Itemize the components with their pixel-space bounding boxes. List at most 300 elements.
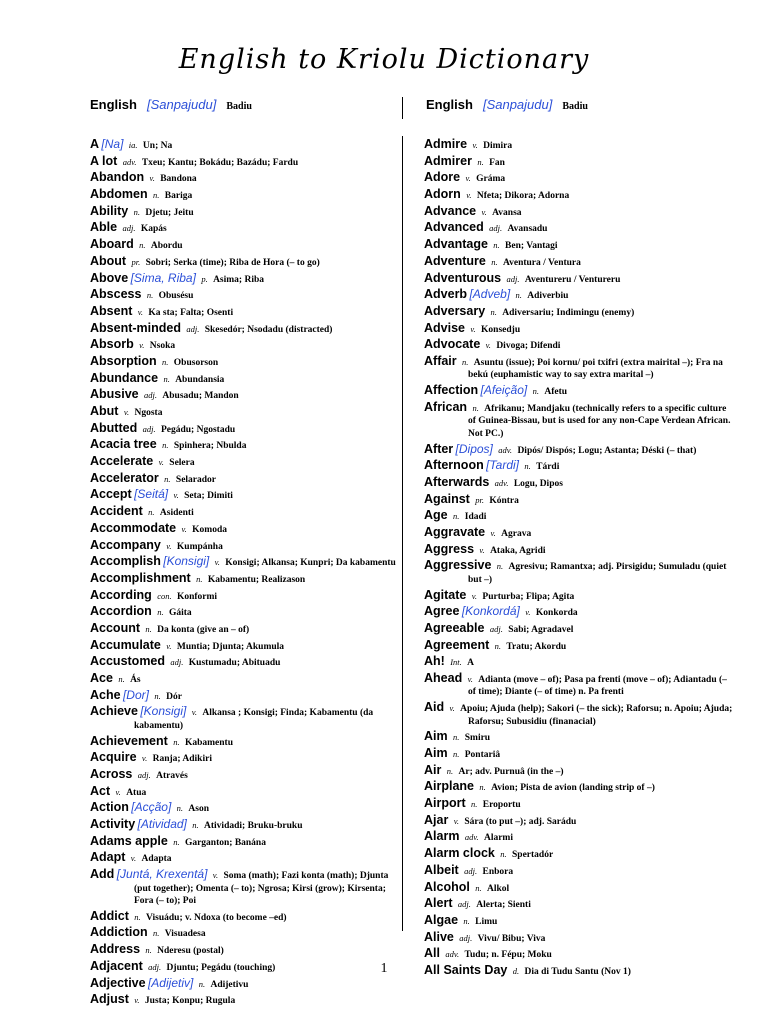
dictionary-entry <box>90 272 396 287</box>
headword: Ahead <box>424 670 463 685</box>
part-of-speech: n. <box>148 507 155 518</box>
definition: Spinhera; Nbulda <box>173 441 247 452</box>
definition: Dipós/ Dispós; Logu; Astanta; Déski (– that) <box>517 445 697 456</box>
headword: Accordion <box>90 604 152 619</box>
part-of-speech: adj. <box>489 623 503 634</box>
headword: All <box>424 946 440 961</box>
part-of-speech: n. <box>446 765 454 776</box>
part-of-speech: n. <box>472 402 479 413</box>
headword: Aim <box>424 746 448 760</box>
dictionary-entry <box>424 797 736 812</box>
sanpajudu-form: [Tardi] <box>486 458 519 473</box>
dictionary-entry <box>90 288 396 303</box>
definition: Adianta (move – of); Pasa pa frenti (move – of); Adiantadu (– of time); Diante (– of time) n. Pa frenti <box>468 674 727 698</box>
definition: Apoiu; Ajuda (help); Sakori (– the sick); Raforsu; n. Apoiu; Ajuda; Raforsu; Subusidiu (finanacial) <box>460 704 733 727</box>
headword: Ace <box>90 671 113 685</box>
dictionary-entry <box>90 555 396 570</box>
part-of-speech: adj. <box>144 390 158 401</box>
dictionary-entry <box>90 539 396 554</box>
dictionary-entry <box>424 476 736 491</box>
part-of-speech: n. <box>462 356 469 367</box>
column-divider-top <box>402 97 403 119</box>
headword: Adapt <box>90 850 126 865</box>
definition: Soma (math); Fazi konta (math); Djunta (put together); Omenta (– to); Ngrosa; Kirsi (grow); Kirsenta; Fora (– to); Poi <box>134 871 389 907</box>
headword: Above <box>90 270 129 285</box>
definition: Un; Na <box>142 141 173 151</box>
sanpajudu-form: [Konsigi] <box>163 554 210 569</box>
part-of-speech: v. <box>490 527 496 538</box>
definition: Selarador <box>175 474 217 485</box>
definition: Kustumadu; Abituadu <box>188 658 281 669</box>
definition: Smiru <box>464 733 491 744</box>
definition: Agresivu; Ramantxa; adj. Pirsigidu; Sumuladu (quiet but –) <box>468 562 727 585</box>
headword: Ah! <box>424 654 445 669</box>
column-header-left <box>90 97 252 112</box>
part-of-speech: v. <box>137 306 144 317</box>
dictionary-entry <box>90 422 396 437</box>
dictionary-entry <box>424 493 736 508</box>
headword: Adjust <box>90 992 129 1007</box>
definition: Djuntu; Pegádu (touching) <box>166 962 276 973</box>
headword: Ajar <box>424 812 449 827</box>
headword: Addiction <box>90 925 148 940</box>
dictionary-entry <box>90 155 396 170</box>
dictionary-entry <box>424 459 736 474</box>
definition: Konkorda <box>535 608 578 619</box>
dictionary-entry <box>90 405 396 420</box>
definition: Bandona <box>160 174 197 185</box>
headword: Accomplish <box>90 554 161 569</box>
headword: Adventure <box>424 253 486 268</box>
headword: Age <box>424 508 448 523</box>
page-title: English to Kriolu Dictionary <box>178 44 590 75</box>
part-of-speech: adj. <box>148 961 162 972</box>
part-of-speech: n. <box>479 782 486 793</box>
definition: Atividadi; Bruku-bruku <box>204 821 303 831</box>
dictionary-entry <box>90 689 396 704</box>
part-of-speech: n. <box>196 573 203 584</box>
headword: Affection <box>424 383 479 398</box>
part-of-speech: n. <box>453 511 460 522</box>
dictionary-entry <box>90 926 396 941</box>
part-of-speech: v. <box>485 340 491 351</box>
definition: Asuntu (issue); Poi kornu/ poi txifri (extra mairital –); Fra na bekú (euphamistic way to say extra marital –) <box>468 357 723 381</box>
part-of-speech: n. <box>164 473 171 484</box>
definition: Adijetivu <box>210 979 249 990</box>
part-of-speech: v. <box>470 323 476 334</box>
part-of-speech: n. <box>146 290 154 301</box>
definition: Ataka, Agridi <box>490 545 546 556</box>
sanpajudu-form: [Dor] <box>122 687 149 702</box>
dictionary-entry <box>424 747 736 762</box>
definition: Visuádu; v. Ndoxa (to become –ed) <box>146 912 287 923</box>
dictionary-entry <box>424 288 736 303</box>
sanpajudu-form: [Seitá] <box>134 487 169 502</box>
headword: Advocate <box>424 337 481 352</box>
definition: Kabamentu; Realizason <box>207 574 306 585</box>
definition: Konformi <box>176 591 218 602</box>
definition: Ka sta; Falta; Osenti <box>148 307 234 318</box>
column-divider <box>402 136 403 931</box>
headword: Advanced <box>424 220 484 235</box>
headword: Airport <box>424 796 466 811</box>
dictionary-entry <box>424 730 736 745</box>
part-of-speech: n. <box>500 849 507 860</box>
part-of-speech: n. <box>524 461 531 472</box>
definition: Ngosta <box>134 408 163 418</box>
definition: Dimira <box>483 141 513 151</box>
dictionary-entry <box>424 509 736 524</box>
part-of-speech: p. <box>201 273 208 284</box>
part-of-speech: n. <box>145 623 152 634</box>
part-of-speech: n. <box>453 749 460 759</box>
definition: Atua <box>126 787 147 798</box>
definition: Alarmi <box>483 833 513 844</box>
definition: A <box>467 658 475 669</box>
definition: Kapás <box>140 224 167 235</box>
definition: Asima; Riba <box>213 274 264 285</box>
definition: Komoda <box>192 524 228 535</box>
part-of-speech: adj. <box>506 273 520 284</box>
headword: Alarm <box>424 829 460 844</box>
headword: Advise <box>424 320 465 335</box>
definition: Alkol <box>486 883 510 894</box>
page-number: 1 <box>380 961 388 976</box>
part-of-speech: adj. <box>122 223 136 234</box>
definition: Divoga; Difendi <box>496 341 561 352</box>
definition: Kóntra <box>489 495 519 506</box>
dictionary-entry <box>90 171 396 186</box>
part-of-speech: v. <box>158 457 164 468</box>
part-of-speech: v. <box>115 786 121 797</box>
dictionary-entry <box>424 864 736 879</box>
headword: Aboard <box>90 237 134 252</box>
headword: Alcohol <box>424 879 470 894</box>
dictionary-entry <box>90 768 396 783</box>
headword: Abusive <box>90 387 139 402</box>
definition: Aventura / Ventura <box>502 257 581 268</box>
right-column <box>424 138 736 981</box>
part-of-speech: v. <box>149 173 155 184</box>
part-of-speech: n. <box>490 306 497 317</box>
headword: Alert <box>424 896 453 911</box>
definition: Adapta <box>141 854 172 865</box>
part-of-speech: n. <box>145 945 152 956</box>
dictionary-entry <box>90 488 396 503</box>
part-of-speech: n. <box>453 732 460 743</box>
part-of-speech: v. <box>166 640 172 651</box>
headword: Activity <box>90 817 136 831</box>
definition: Visuadesa <box>164 929 206 940</box>
sanpajudu-form: [Afeição] <box>480 383 528 398</box>
dictionary-entry <box>424 589 736 604</box>
headword: Adams apple <box>90 833 168 848</box>
headword: Against <box>424 491 470 506</box>
headword: Afternoon <box>424 458 484 473</box>
part-of-speech: n. <box>162 356 169 367</box>
definition: Txeu; Kantu; Bokádu; Bazádu; Fardu <box>141 157 299 168</box>
part-of-speech: n. <box>515 290 522 301</box>
part-of-speech: n. <box>173 836 180 847</box>
dictionary-entry <box>424 443 736 458</box>
definition: Ás <box>130 675 141 685</box>
headword: Across <box>90 766 133 781</box>
part-of-speech: adj. <box>170 657 184 668</box>
headword: Abscess <box>90 287 142 302</box>
sanpajudu-form: [Juntá, Krexentá] <box>116 867 208 882</box>
part-of-speech: n. <box>153 928 160 939</box>
headword: Absent-minded <box>90 320 181 335</box>
dictionary-entry <box>90 943 396 958</box>
sanpajudu-form: [Adijetiv] <box>147 975 194 990</box>
definition: Alkansa ; Konsigi; Finda; Kabamentu (da kabamentu) <box>134 708 374 731</box>
headword: Albeit <box>424 862 459 877</box>
definition: Logu, Dipos <box>513 478 563 489</box>
part-of-speech: v. <box>467 673 473 684</box>
headword: Air <box>424 762 442 777</box>
definition: Agrava <box>501 528 532 539</box>
headword: Agitate <box>424 587 467 602</box>
header-badiu: Badiu <box>562 101 588 112</box>
dictionary-entry <box>90 655 396 670</box>
part-of-speech: v. <box>472 140 478 150</box>
headword: After <box>424 441 454 456</box>
dictionary-entry <box>90 589 396 604</box>
dictionary-entry <box>424 947 736 962</box>
headword: Aggressive <box>424 558 492 573</box>
definition: Spertadór <box>512 850 554 861</box>
definition: Vivu/ Bibu; Viva <box>477 933 546 944</box>
dictionary-entry <box>90 977 396 992</box>
definition: Gáita <box>168 608 192 619</box>
definition: Enbora <box>482 866 514 877</box>
dictionary-entry <box>424 384 736 399</box>
sanpajudu-form: [Acção] <box>131 800 172 815</box>
part-of-speech: adv. <box>498 444 513 455</box>
headword: Adjacent <box>90 958 143 973</box>
headword: Abdomen <box>90 187 148 202</box>
dictionary-entry <box>90 751 396 766</box>
part-of-speech: v. <box>141 753 148 764</box>
part-of-speech: n. <box>173 736 180 747</box>
dictionary-entry <box>424 780 736 795</box>
definition: Garganton; Banána <box>184 837 266 848</box>
part-of-speech: n. <box>463 915 470 926</box>
dictionary-entry <box>90 338 396 353</box>
part-of-speech: v. <box>465 173 471 184</box>
dictionary-entry <box>90 455 396 470</box>
part-of-speech: adv. <box>445 949 460 960</box>
dictionary-entry <box>424 672 736 699</box>
part-of-speech: n. <box>118 674 125 684</box>
definition: Nsoka <box>149 341 176 352</box>
definition: Seta; Dimiti <box>184 491 233 502</box>
dictionary-entry <box>424 764 736 779</box>
dictionary-entry <box>90 438 396 453</box>
definition: Asidenti <box>159 508 194 519</box>
headword: Achieve <box>90 704 138 719</box>
headword: Accelerate <box>90 454 154 469</box>
part-of-speech: v. <box>130 853 137 864</box>
part-of-speech: adj. <box>457 899 471 910</box>
dictionary-entry <box>90 851 396 866</box>
headword: Acquire <box>90 750 137 765</box>
part-of-speech: n. <box>494 640 502 651</box>
headword: Absorption <box>90 353 157 368</box>
headword: Abutted <box>90 420 138 435</box>
part-of-speech: n. <box>491 256 498 267</box>
dictionary-entry <box>90 505 396 520</box>
part-of-speech: v. <box>173 490 179 501</box>
headword: Accept <box>90 487 132 502</box>
part-of-speech: n. <box>163 373 170 384</box>
part-of-speech: n. <box>157 607 164 618</box>
definition: Bariga <box>164 191 193 202</box>
definition: Idadi <box>464 512 487 523</box>
definition: Avansadu <box>507 224 548 235</box>
headword: Achievement <box>90 733 168 748</box>
definition: Avion; Pista de avion (landing strip of –) <box>491 783 655 794</box>
dictionary-entry <box>90 238 396 253</box>
definition: Ben; Vantagi <box>505 241 558 252</box>
dictionary-entry <box>90 705 396 732</box>
part-of-speech: n. <box>139 240 146 251</box>
definition: Adiversariu; Indimingu (enemy) <box>502 307 635 318</box>
headword: Adventurous <box>424 270 502 285</box>
dictionary-entry <box>424 355 736 382</box>
header-sanpajudu: [Sanpajudu] <box>146 97 217 112</box>
headword: Agreeable <box>424 620 485 635</box>
definition: Através <box>156 770 188 781</box>
dictionary-entry <box>90 868 396 908</box>
dictionary-entry <box>90 138 396 153</box>
headword: African <box>424 399 468 414</box>
definition: Afetu <box>544 387 568 398</box>
dictionary-entry <box>90 388 396 403</box>
part-of-speech: adv. <box>494 477 509 488</box>
header-english: English <box>426 97 473 112</box>
dictionary-entry <box>90 372 396 387</box>
definition: Dór <box>166 691 182 702</box>
dictionary-entry <box>424 221 736 236</box>
dictionary-entry <box>424 543 736 558</box>
headword: Absorb <box>90 337 134 352</box>
dictionary-entry <box>90 305 396 320</box>
headword: Ache <box>90 687 121 702</box>
headword: Advance <box>424 203 477 218</box>
dictionary-entry <box>90 255 396 270</box>
part-of-speech: n. <box>133 206 140 217</box>
part-of-speech: v. <box>212 870 219 881</box>
sanpajudu-form: [Adveb] <box>469 287 511 302</box>
part-of-speech: adj. <box>489 223 503 234</box>
headword: Agreement <box>424 637 490 652</box>
definition: Abusadu; Mandon <box>162 391 239 402</box>
headword: About <box>90 253 127 268</box>
headword: Aggress <box>424 541 475 556</box>
headword: Adverb <box>424 287 468 302</box>
headword: Account <box>90 620 140 635</box>
definition: Sobri; Serka (time); Riba de Hora (– to go) <box>145 257 320 268</box>
definition: Kabamentu <box>184 737 233 748</box>
headword: Accommodate <box>90 520 177 535</box>
definition: Avansa <box>492 207 522 218</box>
definition: Afrikanu; Mandjaku (technically refers to a specific culture of Guinea-Bissau, but is used for any non-Cape Verdean African. Not PC.) <box>468 403 731 439</box>
sanpajudu-form: [Sima, Riba] <box>130 270 196 285</box>
part-of-speech: n. <box>192 820 199 830</box>
headword: A lot <box>90 153 118 168</box>
part-of-speech: n. <box>532 386 539 397</box>
dictionary-entry <box>424 931 736 946</box>
part-of-speech: d. <box>512 965 520 976</box>
part-of-speech: v. <box>466 190 472 201</box>
part-of-speech: v. <box>181 523 187 534</box>
headword: Able <box>90 220 118 235</box>
dictionary-entry <box>90 522 396 537</box>
headword: Action <box>90 800 129 815</box>
dictionary-entry <box>424 847 736 862</box>
dictionary-entry <box>424 255 736 270</box>
headword: Affair <box>424 353 457 368</box>
headword: Accompany <box>90 537 161 552</box>
definition: Tratu; Akordu <box>506 641 567 652</box>
dictionary-entry <box>90 188 396 203</box>
dictionary-entry <box>424 305 736 320</box>
definition: Konsedju <box>481 324 521 335</box>
dictionary-entry <box>90 355 396 370</box>
definition: Pegádu; Ngostadu <box>160 424 236 435</box>
headword: A <box>90 137 100 151</box>
headword: All Saints Day <box>424 962 508 977</box>
sanpajudu-form: [Na] <box>101 137 124 151</box>
header-badiu: Badiu <box>226 101 252 112</box>
headword: Add <box>90 867 115 882</box>
dictionary-entry <box>424 622 736 637</box>
definition: Gráma <box>476 174 506 185</box>
part-of-speech: n. <box>475 882 482 893</box>
definition: Skesedór; Nsodadu (distracted) <box>204 324 333 335</box>
definition: Sabi; Agradavel <box>508 624 574 635</box>
definition: Ranja; Adikiri <box>152 754 212 765</box>
headword: Absent <box>90 303 133 318</box>
headword: Adorn <box>424 187 461 202</box>
dictionary-entry <box>90 639 396 654</box>
dictionary-entry <box>424 138 736 153</box>
headword: Admire <box>424 137 468 151</box>
definition: Aventureru / Ventureru <box>524 274 621 285</box>
headword: Advantage <box>424 237 488 252</box>
dictionary-entry <box>90 993 396 1008</box>
definition: Tárdi <box>536 462 560 473</box>
dictionary-entry <box>424 639 736 654</box>
part-of-speech: adj. <box>142 423 156 434</box>
part-of-speech: v. <box>449 703 455 714</box>
definition: Konsigi; Alkansa; Kunpri; Da kabamentu <box>225 558 396 569</box>
definition: Obusésu <box>158 291 194 302</box>
definition: Pontariâ <box>464 750 501 760</box>
headword: Admirer <box>424 153 472 168</box>
dictionary-entry <box>424 401 736 441</box>
definition: Justa; Konpu; Rugula <box>144 996 236 1007</box>
definition: Alerta; Sienti <box>476 900 531 911</box>
definition: Muntia; Djunta; Akumula <box>176 641 285 652</box>
part-of-speech: pr. <box>131 256 141 267</box>
dictionary-entry <box>424 322 736 337</box>
part-of-speech: n. <box>134 911 141 922</box>
part-of-speech: Int. <box>450 657 462 668</box>
dictionary-entry <box>90 785 396 800</box>
headword: Alarm clock <box>424 846 495 861</box>
